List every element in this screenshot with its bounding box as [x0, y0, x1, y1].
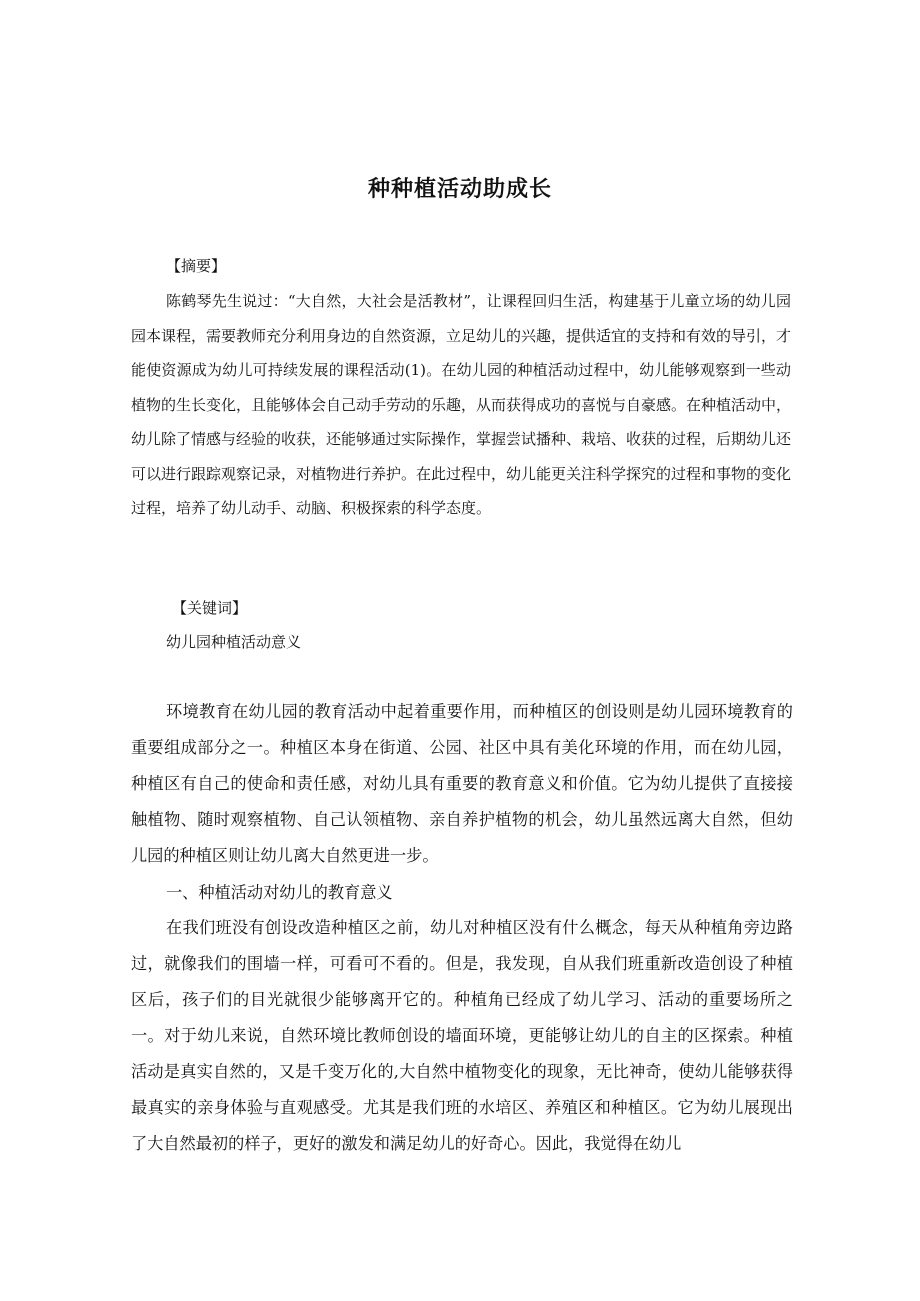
keywords-heading: 【关键词】 [172, 599, 248, 617]
abstract-heading: 【摘要】 [166, 257, 227, 275]
abstract-text: 陈鹤琴先生说过：“大自然，大社会是活教材”，让课程回归生活，构建基于儿童立场的幼儿园园本课程，需要教师充分利用身边的自然资源，立足幼儿的兴趣，提供适宜的支持和有效的导引，才能使资源成为幼儿可持续发展的课程活动(1)。在幼儿园的种植活动过程中，幼儿能够观察到一些动植物的生长变化，且能够体会自己动手劳动的乐趣，从而获得成功的喜悦与自豪感。在种植活动中，幼儿除了情感与经验的收获，还能够通过实际操作，掌握尝试播种、栽培、收获的过程，后期幼儿还可以进行跟踪观察记录，对植物进行养护。在此过程中，幼儿能更关注科学探究的过程和事物的变化过程，培养了幼儿动手、动脑、积极探索的科学态度。 [131, 292, 792, 517]
document-title: 种种植活动助成长 [367, 177, 552, 202]
body-paragraph-2: 在我们班没有创设改造种植区之前，幼儿对种植区没有什么概念，每天从种植角旁边路过，就像我们的围墙一样，可看可不看的。但是，我发现，自从我们班重新改造创设了种植区后，孩子们的目光就很少能够离开它的。种植角已经成了幼儿学习、活动的重要场所之一。对于幼儿来说，自然环境比教师创设的墙面环境，更能够让幼儿的自主的区探索。种植活动是真实自然的，又是千变万化的,大自然中植物变化的现象，无比神奇，使幼儿能够获得最真实的亲身体验与直观感受。尤其是我们班的水培区、养殖区和种植区。它为幼儿展现出了大自然最初的样子，更好的激发和满足幼儿的好奇心。因此，我觉得在幼儿 [131, 918, 793, 1153]
body-paragraph-1: 环境教育在幼儿园的教育活动中起着重要作用，而种植区的创设则是幼儿园环境教育的重要组成部分之一。种植区本身在街道、公园、社区中具有美化环境的作用，而在幼儿园，种植区有自己的使命和责任感，对幼儿具有重要的教育意义和价值。它为幼儿提供了直接接触植物、随时观察植物、自己认领植物、亲自养护植物的机会，幼儿虽然远离大自然，但幼儿园的种植区则让幼儿离大自然更进一步。 [131, 702, 793, 865]
section-heading-1: 一、种植活动对幼儿的教育意义 [166, 883, 393, 902]
keywords-text: 幼儿园种植活动意义 [166, 633, 302, 651]
